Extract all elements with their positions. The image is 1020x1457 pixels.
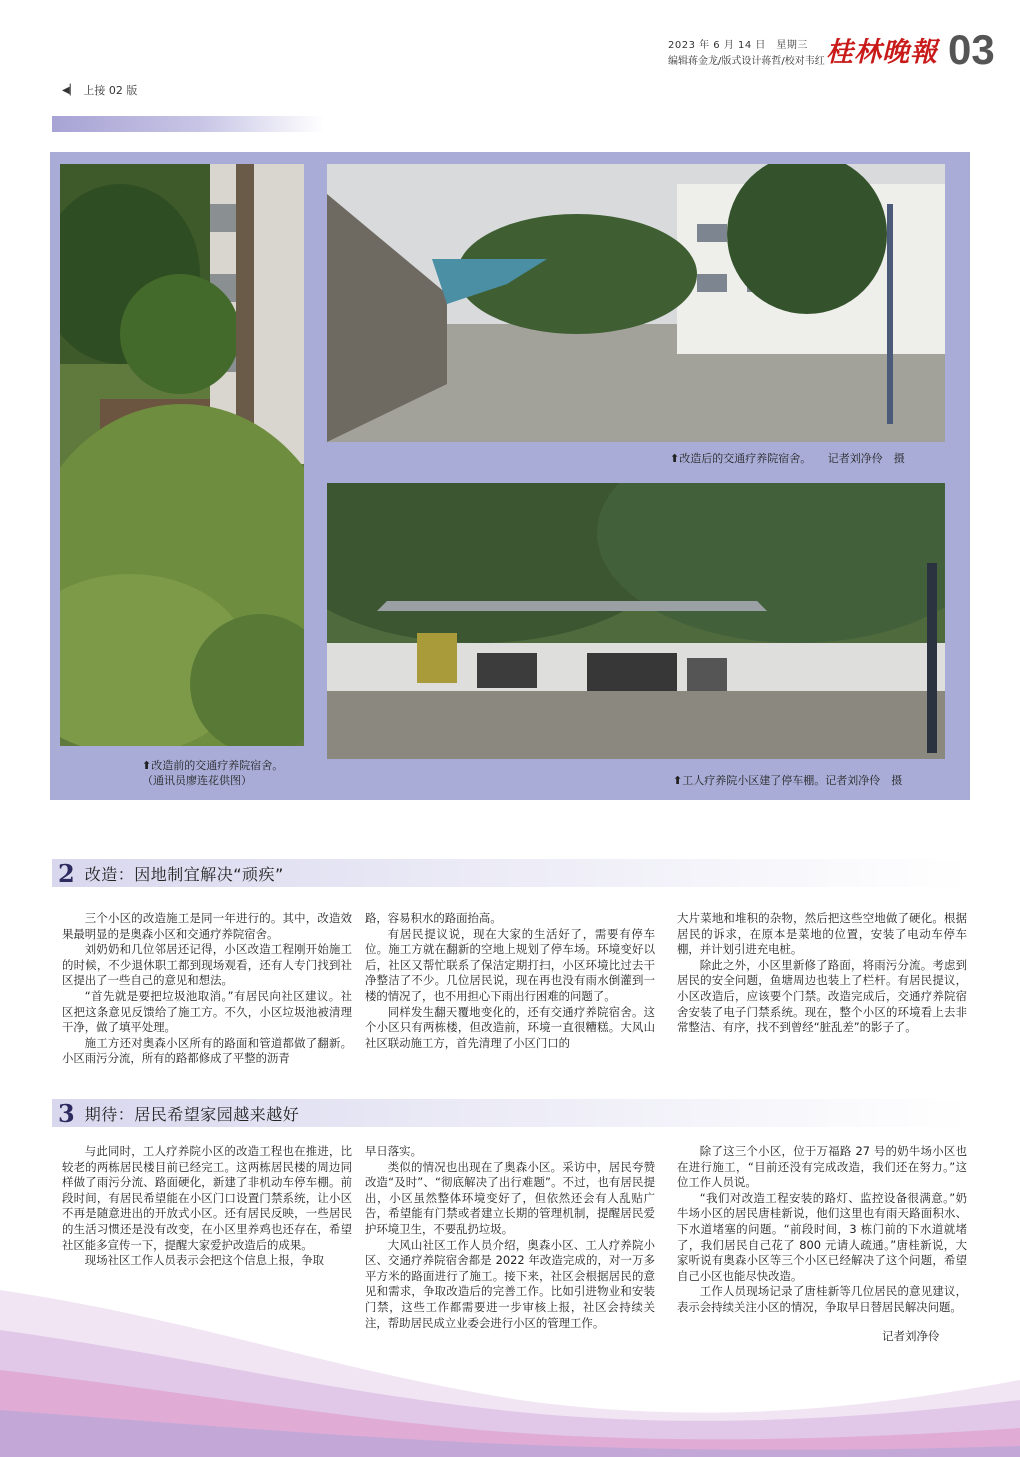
before-renovation-photo: [60, 164, 304, 746]
prev-page-label: 上接 02 版: [83, 84, 138, 97]
paragraph: 大风山社区工作人员介绍，奥森小区、工人疗养院小区、交通疗养院宿舍都是 2022 年改造完成的，对一万多平方米的路面进行了施工。接下来，社区会根据居民的意见和需求，争取改造后的完善工作。比如引进物业和安装门禁，这些工作都需要进一步审核上报，社区会持续关注，帮助居民成立业委会进行小区的管理工作。: [365, 1237, 655, 1330]
photo-panel: [50, 152, 970, 800]
section-title: 期待：居民希望家园越来越好: [84, 1104, 300, 1124]
section-number: 2: [58, 858, 75, 888]
paragraph: 大片菜地和堆积的杂物，然后把这些空地做了硬化。根据居民的诉求，在原本是菜地的位置，安装了电动车停车棚，并计划引进充电桩。: [677, 911, 967, 957]
paragraph: 工作人员现场记录了唐桂新等几位居民的意见建议，表示会持续关注小区的情况，争取早日替居民解决问题。: [677, 1284, 967, 1314]
up-arrow-icon: ⬆: [673, 774, 683, 787]
paragraph: 现场社区工作人员表示会把这个信息上报，争取: [84, 1253, 325, 1268]
paragraph: 除此之外，小区里新修了路面，将雨污分流。考虑到居民的安全问题，鱼塘周边也装上了栏杆。有居民提议，小区改造后，应该要个门禁。改造完成后，交通疗养院宿舍安装了电子门禁系统。现在，整个小区的环境看上去非常整洁、有序，找不到曾经“脏乱差”的影子了。: [677, 957, 967, 1035]
back-arrow-icon: ◀▏: [62, 84, 78, 96]
paragraph: 三个小区的改造施工是同一年进行的。其中，改造效果最明显的是奥森小区和交通疗养院宿舍。: [62, 911, 352, 941]
shed-caption-text: 工人疗养院小区建了停车棚。记者刘净伶 摄: [682, 774, 903, 787]
paragraph: 刘奶奶和几位邻居还记得，小区改造工程刚开始施工的时候，不少退休职工都到现场观看，还有人专门找到社区提出了一些自己的意见和想法。: [62, 942, 352, 988]
paragraph: 除了这三个小区，位于万福路 27 号的奶牛场小区也在进行施工，“目前还没有完成改造，我们还在努力。”这位工作人员说。: [677, 1144, 967, 1190]
paragraph: 早日落实。: [365, 1144, 422, 1158]
shed-photo-caption: [673, 773, 902, 788]
parking-shed-photo: [327, 483, 945, 759]
section-2-header: [52, 859, 968, 887]
before-caption-credit: （通讯员廖连花供图）: [142, 774, 252, 787]
before-caption-text: 改造前的交通疗养院宿舍。: [151, 759, 284, 772]
page-number: 03: [948, 26, 995, 73]
paragraph: “首先就是要把垃圾池取消。”有居民向社区建议。社区把这条意见反馈给了施工方。不久，小区垃圾池被清理干净，做了填平处理。: [62, 988, 352, 1035]
editor-credits: 编辑蒋金龙/版式设计蒋哲/校对韦红: [668, 56, 825, 67]
after-renovation-photo: [327, 164, 945, 442]
section-2-column-1: [62, 911, 352, 1067]
section-number: 3: [58, 1098, 75, 1128]
before-photo-caption: [142, 758, 283, 788]
section-2-column-3: [677, 911, 967, 1036]
prev-page-link[interactable]: [62, 82, 137, 98]
paragraph: 同样发生翻天覆地变化的，还有交通疗养院宿舍。这个小区只有两栋楼，但改造前，环境一直很糟糕。大风山社区联动施工方，首先清理了小区门口的: [365, 1004, 655, 1050]
up-arrow-icon: ⬆: [142, 759, 152, 772]
decorative-ribbons: [0, 1260, 1020, 1457]
section-title: 改造：因地制宜解决“顽疾”: [84, 864, 284, 884]
section-3-column-1: [62, 1144, 352, 1269]
header-gradient-bar: [52, 116, 324, 132]
paragraph: 路，容易积水的路面抬高。: [365, 911, 502, 925]
after-caption-text: 改造后的交通疗养院宿舍。 记者刘净伶 摄: [679, 452, 905, 465]
paragraph: 与此同时，工人疗养院小区的改造工程也在推进，比较老的两栋居民楼目前已经完工。这两栋居民楼的周边同样做了雨污分流、路面硬化，新建了非机动车停车棚。前段时间，有居民希望能在小区门口设置门禁系统，让小区不再是随意进出的开放式小区。还有居民反映，一些居民的生活习惯还是没有改变，在小区里养鸡也还存在，希望社区能多宣传一下，提醒大家爱护改造后的成果。: [62, 1144, 352, 1252]
paragraph: 类似的情况也出现在了奥森小区。采访中，居民夸赞改造“及时”、“彻底解决了出行难题”。不过，也有居民提出，小区虽然整体环境变好了，但依然还会有人乱贴广告，希望能有门禁或者建立长期的管理机制，提醒居民爱护环境卫生，不要乱扔垃圾。: [365, 1159, 655, 1236]
after-photo-caption: [670, 451, 905, 466]
newspaper-logo: 桂林晚報: [826, 37, 938, 68]
reporter-byline: 记者刘净伶: [882, 1329, 940, 1343]
section-3-header: [52, 1099, 968, 1127]
paragraph: “我们对改造工程安装的路灯、监控设备很满意。”奶牛场小区的居民唐桂新说，他们这里也有雨天路面积水、下水道堵塞的问题。“前段时间，3 栋门前的下水道就堵了，我们居民自己花了 800 元请人疏通。”唐桂新说，大家听说有奥森小区等三个小区已经解决了这个问题，希望自己小区也能尽快改造。: [677, 1190, 967, 1283]
up-arrow-icon: ⬆: [670, 452, 680, 465]
issue-date: 2023 年 6 月 14 日 星期三: [668, 40, 808, 51]
paragraph: 施工方还对奥森小区所有的路面和管道都做了翻新。小区雨污分流，所有的路都修成了平整的沥青: [62, 1035, 352, 1066]
section-2-column-2: [365, 911, 655, 1051]
paragraph: 有居民提议说，现在大家的生活好了，需要有停车位。施工方就在翻新的空地上规划了停车场。环境变好以后，社区又帮忙联系了保洁定期打扫，小区环境比过去干净整洁了不少。几位居民说，现在再也没有雨水倒灌到一楼的情况了，也不用担心下雨出行困难的问题了。: [365, 926, 655, 1003]
